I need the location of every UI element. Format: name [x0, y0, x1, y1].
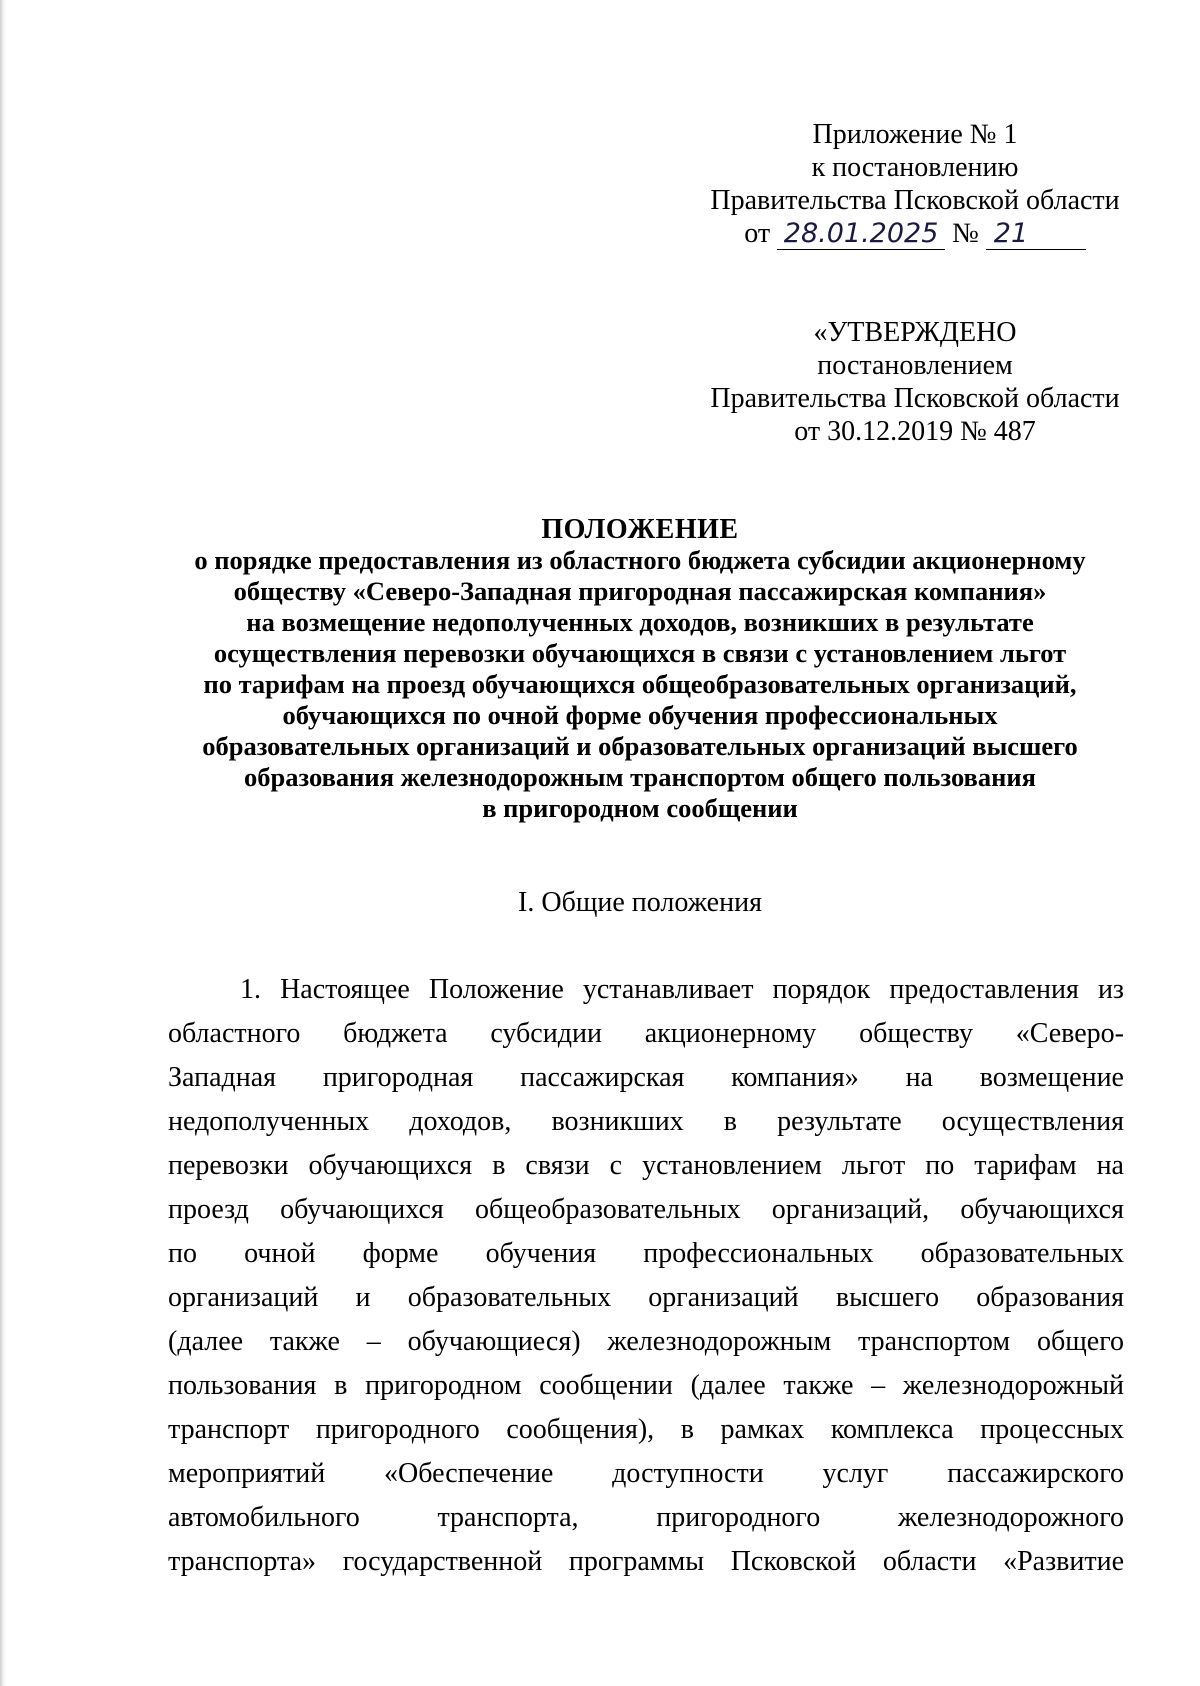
title-line: на возмещение недополученных доходов, возникших в результате	[246, 607, 1034, 637]
body-line: Западная пригородная пассажирская компания» на возмещение	[168, 1062, 1124, 1093]
appendix-line-2: к постановлению	[811, 152, 1019, 183]
body-line: по очной форме обучения профессиональных образовательных	[168, 1238, 1124, 1269]
title-heading: ПОЛОЖЕНИЕ	[541, 514, 739, 545]
appendix-block	[700, 118, 1130, 250]
body-line: автомобильного транспорта, пригородного железнодорожного	[168, 1502, 1124, 1533]
body-line: транспорта» государственной программы Псковской области «Развитие	[168, 1546, 1124, 1577]
approved-line-2: постановлением	[817, 350, 1013, 381]
title-line: образования железнодорожным транспортом общего пользования	[244, 762, 1036, 792]
handwritten-date: 28.01.2025	[777, 219, 945, 250]
title-line: в пригородном сообщении	[482, 793, 798, 823]
title-line: о порядке предоставления из областного бюджета субсидии акционерному	[194, 545, 1086, 575]
body-line: областного бюджета субсидии акционерному обществу «Северо-	[168, 1018, 1124, 1049]
body-line: недополученных доходов, возникших в результате осуществления	[168, 1106, 1124, 1137]
handwritten-number: 21	[986, 219, 1086, 250]
body-line: 1. Настоящее Положение устанавливает порядок предоставления из	[240, 974, 1124, 1005]
title-line: по тарифам на проезд обучающихся общеобразовательных организаций,	[203, 669, 1077, 699]
body-line: проезд обучающихся общеобразовательных организаций, обучающихся	[168, 1194, 1124, 1225]
body-line: организаций и образовательных организаций высшего образования	[168, 1282, 1124, 1313]
body-line: пользования в пригородном сообщении (далее также – железнодорожный	[168, 1370, 1124, 1401]
title-line: обучающихся по очной форме обучения профессиональных	[282, 700, 998, 730]
body-line: транспорт пригородного сообщения), в рамках комплекса процессных	[168, 1414, 1124, 1445]
approved-line-4: от 30.12.2019 № 487	[794, 416, 1036, 447]
body-paragraph	[168, 968, 1124, 1584]
title-line: осуществления перевозки обучающихся в связи с установлением льгот	[213, 638, 1067, 668]
scan-edge	[0, 0, 6, 1686]
body-line: (далее также – обучающиеся) железнодорожным транспортом общего	[168, 1326, 1124, 1357]
appendix-line-1: Приложение № 1	[812, 119, 1018, 150]
body-line: перевозки обучающихся в связи с установлением льгот по тарифам на	[168, 1150, 1124, 1181]
approved-block	[700, 316, 1130, 448]
section-heading: I. Общие положения	[518, 887, 762, 918]
date-prefix: от	[744, 218, 771, 249]
body-line: мероприятий «Обеспечение доступности услуг пассажирского	[168, 1458, 1124, 1489]
approved-line-1: «УТВЕРЖДЕНО	[813, 317, 1017, 348]
title-line: обществу «Северо-Западная пригородная пассажирская компания»	[233, 576, 1047, 606]
appendix-date-line	[700, 217, 1130, 250]
number-prefix: №	[952, 218, 979, 249]
title-line: образовательных организаций и образовательных организаций высшего	[202, 731, 1078, 761]
document-title	[150, 514, 1130, 824]
approved-line-3: Правительства Псковской области	[710, 383, 1120, 414]
appendix-line-3: Правительства Псковской области	[710, 185, 1120, 216]
